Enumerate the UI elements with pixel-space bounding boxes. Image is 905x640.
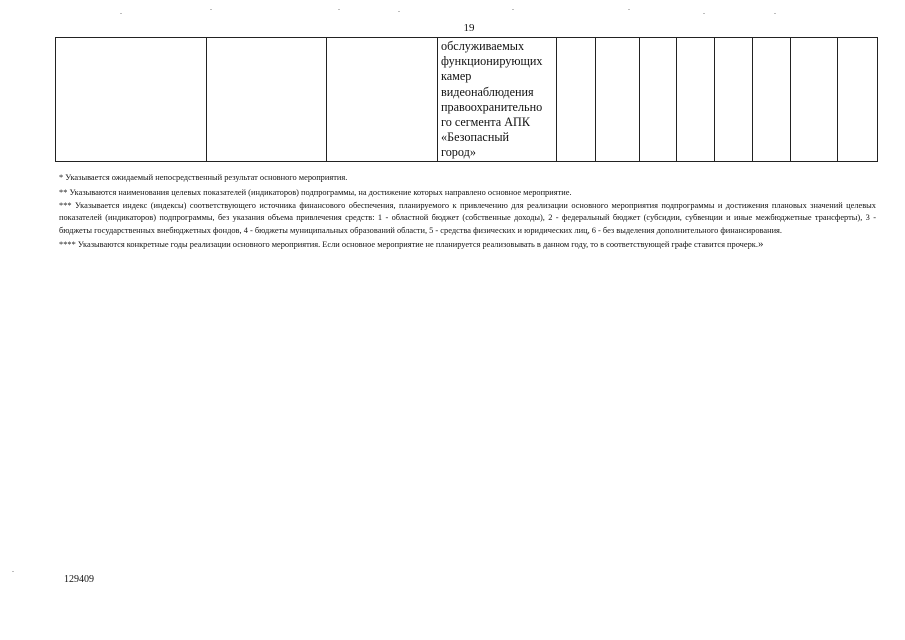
table-cell-activity	[327, 38, 438, 162]
scan-speck	[12, 571, 14, 572]
document-code: 129409	[64, 574, 94, 585]
indicator-line: обслуживаемых	[441, 39, 525, 53]
page-number: 19	[463, 22, 475, 34]
table-cell-year	[677, 38, 715, 162]
table-cell-year	[640, 38, 677, 162]
table-cell-executor	[56, 38, 207, 162]
scan-speck	[210, 9, 212, 10]
table-cell-year	[596, 38, 640, 162]
footnote-1: * Указывается ожидаемый непосредственный результат основного мероприятия.	[59, 173, 348, 182]
indicator-line: правоохранительно	[441, 99, 543, 114]
scan-speck	[338, 9, 340, 10]
table-cell-year	[753, 38, 791, 162]
scan-speck	[512, 9, 514, 10]
table-cell-indicator	[438, 38, 557, 162]
indicator-line: «Безопасный	[441, 130, 510, 145]
footnote-4-text: **** Указываются конкретные годы реализации основного мероприятия. Если основное мероприятие не планируется реализовывать в данном году, то в соответствующей графе ставится прочерк.	[59, 239, 758, 249]
table-cell-year	[791, 38, 838, 162]
footnote-3: *** Указывается индекс (индексы) соответствующего источника финансового обеспечения, планируемого к привлечению для реализации основного мероприятия подпрограммы и достижения плановых значений целевых показателей (индикаторов) подпрограммы, без указания объема привлечения средств: 1 - областной бюджет (собственные доходы), 2 - федеральный бюджет (субсидии, субвенции и иные межбюджетные трансферты), 3 - бюджеты государственных внебюджетных фондов, 4 - бюджеты муниципальных образований области, 5 - средства физических и юридических лиц, 6 - без выделения дополнительного финансирования.	[59, 200, 876, 236]
indicator-line: видеонаблюдения	[441, 84, 534, 99]
table-cell-year	[838, 38, 878, 162]
scan-speck	[120, 13, 122, 14]
footnote-2: ** Указываются наименования целевых показателей (индикаторов) подпрограммы, на достижение которых направлено основное мероприятие.	[59, 187, 572, 197]
scan-speck	[398, 11, 400, 12]
scan-speck	[628, 9, 630, 10]
indicator-line: го сегмента АПК	[441, 115, 530, 130]
scan-speck	[703, 13, 705, 14]
indicator-text	[438, 38, 556, 161]
footnote-4	[59, 238, 876, 252]
activity-table-fragment	[55, 37, 878, 162]
table-cell-source	[557, 38, 596, 162]
table-row	[56, 38, 878, 162]
footnotes	[59, 172, 876, 252]
indicator-line: камер	[441, 69, 472, 84]
table-cell-year	[715, 38, 753, 162]
indicator-line: город»	[441, 145, 476, 160]
scan-speck	[774, 13, 776, 14]
indicator-line: функционирующих	[441, 54, 543, 69]
table-cell-result	[207, 38, 327, 162]
closing-quote-mark: »	[757, 237, 764, 250]
